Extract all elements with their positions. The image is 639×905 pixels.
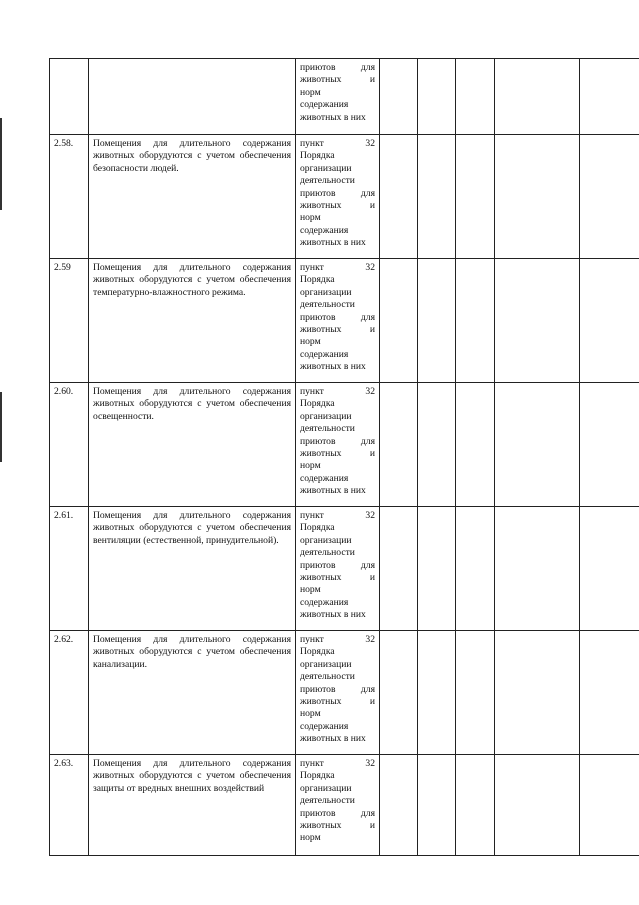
scan-margin-mark — [0, 118, 2, 210]
reference-line: содержания — [300, 348, 349, 360]
legal-reference — [296, 383, 380, 507]
reference-line: приютов для — [300, 435, 375, 447]
reference-line: пункт 32 — [300, 758, 375, 769]
reference-line: деятельности — [300, 299, 355, 311]
reference-line: Порядка — [300, 770, 335, 782]
requirement-text: Помещения для длительного содержания животных оборудуются с учетом обеспечения температурно-влажностного режима. — [89, 259, 296, 383]
answer-cell[interactable] — [456, 135, 495, 259]
table-row — [50, 59, 639, 135]
reference-line: содержания — [300, 720, 349, 732]
reference-line: приютов для — [300, 807, 375, 819]
answer-cell[interactable] — [580, 631, 639, 755]
item-number: 2.59 — [50, 259, 89, 383]
reference-line: приютов для — [300, 559, 375, 571]
requirement-text: Помещения для длительного содержания животных оборудуются с учетом обеспечения освещенности. — [89, 383, 296, 507]
answer-cell[interactable] — [418, 755, 456, 856]
reference-line: животных и — [300, 74, 375, 86]
legal-reference — [296, 259, 380, 383]
answer-cell[interactable] — [580, 507, 639, 631]
table-row — [50, 135, 639, 259]
reference-line: животных в них — [300, 485, 366, 497]
reference-line: организации — [300, 286, 352, 298]
reference-line: животных в них — [300, 361, 366, 373]
reference-line: деятельности — [300, 671, 355, 683]
reference-line: норм — [300, 460, 321, 472]
answer-cell[interactable] — [418, 59, 456, 135]
requirement-text — [89, 59, 296, 135]
reference-line: деятельности — [300, 423, 355, 435]
table-row — [50, 507, 639, 631]
answer-cell[interactable] — [380, 259, 418, 383]
answer-cell[interactable] — [418, 631, 456, 755]
reference-line: организации — [300, 162, 352, 174]
answer-cell[interactable] — [456, 755, 495, 856]
answer-cell[interactable] — [580, 755, 639, 856]
reference-line: животных и — [300, 448, 375, 460]
answer-cell[interactable] — [418, 507, 456, 631]
answer-cell[interactable] — [380, 383, 418, 507]
legal-reference — [296, 135, 380, 259]
requirement-text: Помещения для длительного содержания животных оборудуются с учетом обеспечения защиты от вредных внешних воздействий — [89, 755, 296, 856]
answer-cell[interactable] — [456, 259, 495, 383]
legal-reference — [296, 755, 380, 856]
reference-line: организации — [300, 782, 352, 794]
reference-line: содержания — [300, 99, 349, 111]
answer-cell[interactable] — [380, 631, 418, 755]
reference-line: норм — [300, 708, 321, 720]
answer-cell[interactable] — [380, 135, 418, 259]
answer-cell[interactable] — [456, 631, 495, 755]
requirement-text: Помещения для длительного содержания животных оборудуются с учетом обеспечения вентиляции (естественной, принудительной). — [89, 507, 296, 631]
item-number: 2.60. — [50, 383, 89, 507]
answer-cell[interactable] — [380, 755, 418, 856]
reference-line: приютов для — [300, 187, 375, 199]
answer-cell[interactable] — [456, 507, 495, 631]
reference-line: деятельности — [300, 795, 355, 807]
reference-line: содержания — [300, 224, 349, 236]
reference-line: пункт 32 — [300, 138, 375, 149]
reference-line: деятельности — [300, 175, 355, 187]
reference-line: норм — [300, 86, 321, 98]
requirement-text: Помещения для длительного содержания животных оборудуются с учетом обеспечения канализации. — [89, 631, 296, 755]
answer-cell[interactable] — [495, 59, 580, 135]
checklist-table — [49, 58, 639, 856]
requirement-text: Помещения для длительного содержания животных оборудуются с учетом обеспечения безопасности людей. — [89, 135, 296, 259]
reference-line: животных в них — [300, 733, 366, 745]
reference-line: организации — [300, 534, 352, 546]
reference-line: Порядка — [300, 150, 335, 162]
answer-cell[interactable] — [418, 259, 456, 383]
reference-line: Порядка — [300, 522, 335, 534]
answer-cell[interactable] — [580, 135, 639, 259]
reference-line: приютов для — [300, 311, 375, 323]
reference-line: норм — [300, 212, 321, 224]
reference-line: животных и — [300, 696, 375, 708]
answer-cell[interactable] — [380, 59, 418, 135]
reference-line: содержания — [300, 596, 349, 608]
reference-line: пункт 32 — [300, 386, 375, 397]
reference-line: приютов для — [300, 683, 375, 695]
reference-line: пункт 32 — [300, 634, 375, 645]
answer-cell[interactable] — [418, 135, 456, 259]
answer-cell[interactable] — [456, 383, 495, 507]
answer-cell[interactable] — [495, 383, 580, 507]
answer-cell[interactable] — [380, 507, 418, 631]
answer-cell[interactable] — [418, 383, 456, 507]
reference-line: пункт 32 — [300, 510, 375, 521]
reference-line: Порядка — [300, 274, 335, 286]
answer-cell[interactable] — [495, 507, 580, 631]
reference-line: животных и — [300, 572, 375, 584]
answer-cell[interactable] — [495, 135, 580, 259]
item-number: 2.63. — [50, 755, 89, 856]
reference-line: приютов для — [300, 62, 375, 73]
reference-line: организации — [300, 658, 352, 670]
answer-cell[interactable] — [456, 59, 495, 135]
legal-reference — [296, 631, 380, 755]
reference-line: норм — [300, 584, 321, 596]
table-row — [50, 383, 639, 507]
table-row — [50, 755, 639, 856]
reference-line: Порядка — [300, 646, 335, 658]
item-number — [50, 59, 89, 135]
answer-cell[interactable] — [495, 755, 580, 856]
reference-line: животных и — [300, 200, 375, 212]
legal-reference — [296, 59, 380, 135]
reference-line: животных в них — [300, 609, 366, 621]
reference-line: организации — [300, 410, 352, 422]
table-row — [50, 259, 639, 383]
item-number: 2.61. — [50, 507, 89, 631]
answer-cell[interactable] — [495, 259, 580, 383]
legal-reference — [296, 507, 380, 631]
table-row — [50, 631, 639, 755]
reference-line: животных в них — [300, 237, 366, 249]
answer-cell[interactable] — [580, 259, 639, 383]
reference-line: животных и — [300, 820, 375, 832]
scan-margin-mark — [0, 392, 2, 462]
reference-line: пункт 32 — [300, 262, 375, 273]
reference-line: животных в них — [300, 111, 366, 123]
reference-line: Порядка — [300, 398, 335, 410]
reference-line: животных и — [300, 324, 375, 336]
reference-line: норм — [300, 336, 321, 348]
reference-line: норм — [300, 832, 321, 844]
reference-line: содержания — [300, 472, 349, 484]
item-number: 2.62. — [50, 631, 89, 755]
answer-cell[interactable] — [495, 631, 580, 755]
reference-line: деятельности — [300, 547, 355, 559]
answer-cell[interactable] — [580, 59, 639, 135]
answer-cell[interactable] — [580, 383, 639, 507]
item-number: 2.58. — [50, 135, 89, 259]
